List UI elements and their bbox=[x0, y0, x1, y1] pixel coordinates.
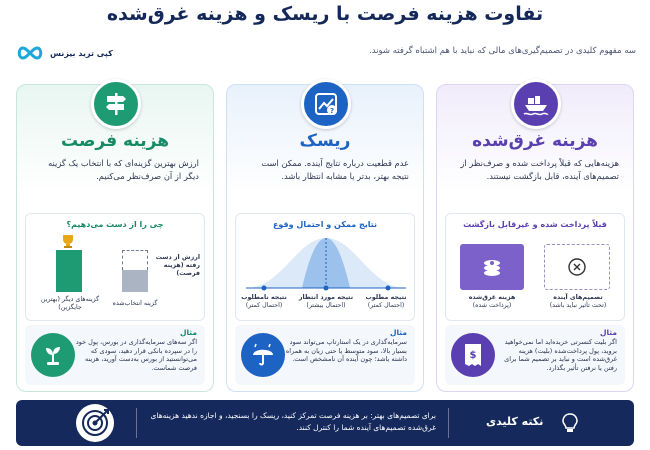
footer-divider bbox=[136, 408, 137, 438]
bad-outcome-label: نتیجه نامطلوب (احتمال کمتر) bbox=[241, 294, 287, 309]
svg-text:$: $ bbox=[469, 350, 477, 361]
good-outcome-label: نتیجه مطلوب (احتمال کمتر) bbox=[365, 294, 407, 309]
panel-title: قبلاً پرداخت شده و غیرقابل بازگشت bbox=[463, 220, 607, 229]
example-label: مثال bbox=[179, 328, 197, 337]
risk-title: ریسک bbox=[299, 131, 351, 151]
best-alternative-label: گزینه‌های دیگر (بهترین جایگزین) bbox=[40, 296, 100, 311]
sunk-cost-panel bbox=[445, 213, 625, 321]
expected-outcome-label: نتیجه مورد انتظار (احتمال بیشتر) bbox=[298, 294, 354, 309]
sunk-cost-card bbox=[436, 84, 634, 392]
signpost-icon bbox=[91, 79, 141, 129]
lost-value-label: ارزش از دست رفته (هزینه فرصت) bbox=[155, 254, 200, 277]
sunk-cost-label: هزینه غرق‌شده (پرداخت شده) bbox=[468, 294, 516, 309]
page-subtitle: سه مفهوم کلیدی در تصمیم‌گیری‌های مالی که نباید با هم اشتباه گرفته شوند. bbox=[369, 46, 636, 56]
example-label: مثال bbox=[599, 328, 617, 337]
example-text: اگر بلیت کنسرتی خریده‌اید اما نمی‌خواهید بروید، پول پرداخت‌شده (بلیت) هزینه غرق‌شده است و نباید بر تصمیم شما برای رفتن یا نرفتن تأثیر بگذارد. bbox=[504, 338, 617, 372]
opportunity-cost-title: هزینه فرصت bbox=[60, 131, 170, 151]
example-text: سرمایه‌گذاری در یک استارتاپ می‌تواند سود بسیار بالا، سود متوسط یا حتی زیان به همراه داشته باشد؛ چون آینده آن نامشخص است. bbox=[285, 338, 407, 364]
opportunity-cost-panel bbox=[25, 213, 205, 321]
lightbulb-icon bbox=[560, 412, 580, 434]
risk-example-box bbox=[235, 325, 415, 385]
panel-title: چی را از دست می‌دهیم؟ bbox=[66, 220, 164, 229]
sunk-cost-description: هزینه‌هایی که قبلاً پرداخت شده و صرف‌نظر از تصمیم‌های آینده، قابل بازگشت نیستند. bbox=[460, 158, 619, 181]
example-text: اگر سه‌های سرمایه‌گذاری در بورس، پول خود را در سپرده بانکی قرار دهید، سودی که می‌توانستید از بورس به‌دست آورید، هزینه فرصت شماست. bbox=[75, 338, 197, 372]
risk-card bbox=[226, 84, 424, 392]
brand-name: کپی ترید بیزنس bbox=[50, 48, 113, 58]
footer-divider bbox=[448, 408, 449, 438]
receipt-dollar-icon bbox=[451, 333, 495, 377]
key-point-label: نکته کلیدی bbox=[486, 415, 544, 428]
chart-question-icon bbox=[301, 79, 351, 129]
future-decisions-label: تصمیم‌های آینده (تحت تأثیر نباید باشد) bbox=[549, 294, 607, 309]
chosen-option-label: گزینه انتخاب‌شده bbox=[112, 300, 158, 307]
example-label: مثال bbox=[389, 328, 407, 337]
coin-stack-icon bbox=[480, 256, 504, 278]
best-alternative-bar bbox=[56, 250, 82, 292]
target-arrow-icon bbox=[76, 404, 114, 442]
sunk-cost-block bbox=[460, 244, 524, 290]
svg-text:?: ? bbox=[329, 107, 335, 115]
panel-title: نتایج ممکن و احتمال وقوع bbox=[272, 220, 378, 229]
page-title: تفاوت هزینه فرصت با ریسک و هزینه غرق‌شده bbox=[106, 3, 544, 25]
sunk-example-box bbox=[445, 325, 625, 385]
x-circle-icon bbox=[568, 258, 586, 276]
lost-value-bracket bbox=[122, 250, 148, 270]
key-point-text: برای تصمیم‌های بهتر: بر هزینه فرصت تمرکز کنید، ریسک را بسنجید، و اجازه ندهید هزینه‌های غرق‌شده تصمیم‌های آینده شما را کنترل کنند. bbox=[150, 411, 436, 432]
opportunity-cost-description: ارزش بهترین گزینه‌ای که با انتخاب یک گزینه دیگر از آن صرف‌نظر می‌کنیم. bbox=[48, 158, 199, 181]
chosen-option-bar bbox=[122, 270, 148, 292]
opportunity-example-box bbox=[25, 325, 205, 385]
bell-curve-graphic bbox=[242, 232, 410, 292]
money-plant-icon bbox=[31, 333, 75, 377]
risk-panel bbox=[235, 213, 415, 321]
sunk-cost-title: هزینه غرق‌شده bbox=[472, 131, 598, 151]
umbrella-rain-icon bbox=[241, 333, 285, 377]
sinking-ship-icon bbox=[511, 79, 561, 129]
trophy-icon bbox=[60, 234, 76, 248]
brand-logo bbox=[16, 45, 113, 61]
infinity-logo-icon bbox=[16, 45, 44, 61]
opportunity-cost-card bbox=[16, 84, 214, 392]
future-decisions-block bbox=[544, 244, 610, 290]
risk-description: عدم قطعیت درباره نتایج آینده. ممکن است نتیجه بهتر، بدتر یا مشابه انتظار باشد. bbox=[261, 158, 409, 181]
key-point-bar bbox=[16, 400, 634, 446]
